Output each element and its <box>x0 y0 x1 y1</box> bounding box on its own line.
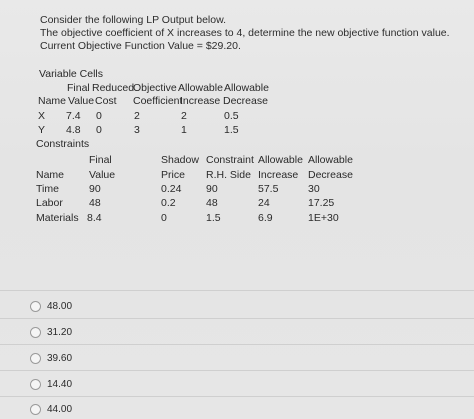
radio-icon[interactable] <box>30 379 41 390</box>
c-header-constraint: Constraint <box>206 154 254 166</box>
answer-option-2-label: 31.20 <box>47 326 73 338</box>
c-row-time-name: Time <box>36 183 59 195</box>
c-row-labor-price: 0.2 <box>161 197 176 209</box>
c-header-shadow: Shadow <box>161 154 199 166</box>
c-header-final: Final <box>89 154 112 166</box>
vc-header-name: Name <box>38 95 67 107</box>
vc-header-objective: Objective <box>133 82 177 94</box>
divider <box>0 290 474 291</box>
c-row-time-dec: 30 <box>308 183 320 195</box>
c-header-price: Price <box>161 169 185 181</box>
c-row-time-inc: 57.5 <box>258 183 279 195</box>
c-header-rhs: R.H. Side <box>206 169 251 181</box>
c-row-time-rhs: 90 <box>206 183 218 195</box>
divider <box>0 396 474 397</box>
answer-option-4[interactable] <box>30 376 72 392</box>
answer-option-4-label: 14.40 <box>47 378 73 390</box>
vc-header-decrease: Decrease <box>223 95 268 107</box>
c-row-materials-dec: 1E+30 <box>308 212 339 224</box>
answer-option-5[interactable] <box>30 401 72 417</box>
divider <box>0 370 474 371</box>
radio-icon[interactable] <box>30 327 41 338</box>
c-row-time-price: 0.24 <box>161 183 182 195</box>
answer-option-2[interactable] <box>30 324 72 340</box>
vc-row-y-name: Y <box>38 124 46 136</box>
vc-row-y-coef: 3 <box>134 124 140 136</box>
c-row-labor-dec: 17.25 <box>308 197 335 209</box>
question-text <box>40 14 460 53</box>
c-header-decrease: Decrease <box>308 169 353 181</box>
vc-row-x-inc: 2 <box>181 110 187 122</box>
divider <box>0 318 474 319</box>
vc-row-x-coef: 2 <box>134 110 140 122</box>
question-line-2: The objective coefficient of X increases to 4, determine the new objective function value. <box>40 27 450 39</box>
vc-row-y-cost: 0 <box>96 124 102 136</box>
c-header-allowable-1: Allowable <box>258 154 303 166</box>
vc-header-value: Value <box>68 95 95 107</box>
vc-header-final: Final <box>67 82 90 94</box>
vc-header-coefficient: Coefficient <box>133 95 183 107</box>
vc-header-cost: Cost <box>95 95 117 107</box>
vc-header-reduced: Reduced <box>92 82 135 94</box>
c-header-allowable-2: Allowable <box>308 154 353 166</box>
c-row-materials-name: Materials <box>36 212 79 224</box>
divider <box>0 344 474 345</box>
c-header-increase: Increase <box>258 169 299 181</box>
c-row-materials-value: 8.4 <box>87 212 102 224</box>
radio-icon[interactable] <box>30 301 41 312</box>
question-line-3: Current Objective Function Value = $29.20. <box>40 40 241 52</box>
answer-option-1[interactable] <box>30 298 72 314</box>
vc-row-y-dec: 1.5 <box>224 124 239 136</box>
answer-option-5-label: 44.00 <box>47 403 73 415</box>
constraints-title: Constraints <box>36 138 90 150</box>
vc-row-y-inc: 1 <box>181 124 187 136</box>
answer-option-1-label: 48.00 <box>47 300 73 312</box>
radio-icon[interactable] <box>30 353 41 364</box>
vc-row-x-cost: 0 <box>96 110 102 122</box>
c-row-materials-price: 0 <box>161 212 167 224</box>
vc-header-allowable-2: Allowable <box>224 82 269 94</box>
c-row-materials-inc: 6.9 <box>258 212 273 224</box>
vc-row-x-value: 7.4 <box>66 110 81 122</box>
c-row-labor-inc: 24 <box>258 197 270 209</box>
answer-option-3[interactable] <box>30 350 72 366</box>
c-row-labor-rhs: 48 <box>206 197 218 209</box>
vc-row-x-name: X <box>38 110 46 122</box>
variable-cells-title: Variable Cells <box>39 68 103 80</box>
c-row-materials-rhs: 1.5 <box>206 212 221 224</box>
vc-row-x-dec: 0.5 <box>224 110 239 122</box>
vc-row-y-value: 4.8 <box>66 124 81 136</box>
c-row-labor-value: 48 <box>89 197 101 209</box>
vc-header-allowable-1: Allowable <box>178 82 223 94</box>
radio-icon[interactable] <box>30 404 41 415</box>
c-header-value: Value <box>89 169 116 181</box>
vc-header-increase: Increase <box>180 95 221 107</box>
c-row-labor-name: Labor <box>36 197 63 209</box>
answer-option-3-label: 39.60 <box>47 352 73 364</box>
c-row-time-value: 90 <box>89 183 101 195</box>
c-header-name: Name <box>36 169 65 181</box>
question-line-1: Consider the following LP Output below. <box>40 14 227 26</box>
